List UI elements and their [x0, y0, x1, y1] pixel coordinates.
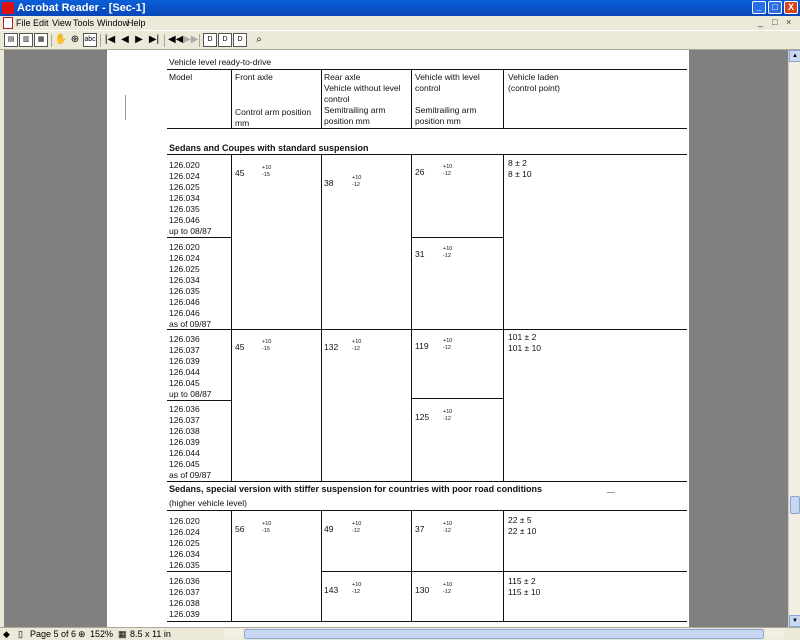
- rule: [167, 329, 687, 330]
- value-cell: 8 ± 2: [508, 158, 527, 168]
- rule: [167, 154, 687, 155]
- model-cell: 126.037: [169, 587, 200, 597]
- tolerance: -12: [443, 253, 451, 259]
- single-page-icon[interactable]: ▥: [19, 33, 33, 47]
- rule: [411, 69, 412, 128]
- rule: [321, 69, 322, 128]
- model-cell: 126.037: [169, 345, 200, 355]
- value-cell: 22 ± 10: [508, 526, 537, 536]
- find-icon[interactable]: ⌕: [256, 34, 262, 45]
- page-indicator[interactable]: Page 5 of 6: [30, 629, 77, 639]
- toolbar-separator: [100, 34, 101, 47]
- model-cell: 126.044: [169, 448, 200, 458]
- zoom-level[interactable]: 152%: [90, 629, 114, 639]
- go-back-icon[interactable]: ◀◀: [168, 34, 184, 45]
- value-cell: 115 ± 10: [508, 587, 541, 597]
- actual-size-icon[interactable]: D: [203, 33, 217, 47]
- rule: [321, 154, 322, 481]
- menu-view[interactable]: View: [52, 18, 72, 28]
- tolerance: +10: [262, 165, 272, 171]
- model-cell: 126.034: [169, 275, 200, 285]
- model-cell: 126.037: [169, 415, 200, 425]
- menu-edit[interactable]: Edit: [33, 18, 49, 28]
- header-rear-axle: Rear axle: [324, 72, 361, 82]
- doc-minimize-button[interactable]: _: [758, 17, 764, 27]
- go-forward-icon[interactable]: ▶▶: [183, 34, 199, 45]
- next-page-icon[interactable]: ▶: [135, 34, 143, 45]
- rule: [167, 510, 687, 511]
- menu-tools[interactable]: Tools: [73, 18, 95, 28]
- rule: [411, 237, 503, 238]
- rule: [167, 621, 687, 622]
- model-cell: 126.039: [169, 356, 200, 366]
- model-cell: 126.025: [169, 264, 200, 274]
- window-title: Acrobat Reader - [Sec-1]: [17, 2, 146, 14]
- toolbar-separator: [199, 34, 200, 47]
- tolerance: -12: [443, 528, 451, 534]
- fit-page-icon[interactable]: D: [218, 33, 232, 47]
- tolerance: +10: [443, 521, 453, 527]
- model-cell: 126.036: [169, 576, 200, 586]
- rule: [503, 154, 504, 481]
- header-rear-axle: Vehicle without level: [324, 83, 401, 93]
- tolerance: +10: [443, 582, 453, 588]
- header-with-level: Vehicle with level: [415, 72, 480, 82]
- value-cell: 130: [415, 585, 430, 595]
- doc-restore-button[interactable]: □: [772, 17, 778, 27]
- rule: [167, 128, 687, 129]
- header-rear-axle: position mm: [324, 116, 370, 126]
- toolbar-separator: [164, 34, 165, 47]
- tolerance: +10: [352, 175, 362, 181]
- tolerance: +10: [262, 339, 272, 345]
- rule: [231, 69, 232, 128]
- rule: [321, 510, 322, 621]
- rule: [503, 510, 504, 621]
- model-cell: 126.020: [169, 516, 200, 526]
- model-cell: 126.046: [169, 215, 200, 225]
- tolerance: +10: [352, 339, 362, 345]
- model-cell: 126.039: [169, 437, 200, 447]
- model-cell: 126.038: [169, 426, 200, 436]
- tolerance: +10: [443, 338, 453, 344]
- close-button[interactable]: X: [784, 1, 798, 14]
- zoom-icon: ⊕: [78, 629, 86, 639]
- hand-tool-icon[interactable]: ✋: [54, 34, 68, 45]
- scroll-down-icon[interactable]: ▼: [789, 615, 800, 627]
- acrobat-app-icon: [2, 2, 14, 14]
- spec-table: [107, 50, 689, 627]
- value-cell: 132: [324, 342, 339, 352]
- model-cell: as of 09/87: [169, 470, 212, 480]
- document-viewer[interactable]: [4, 50, 788, 627]
- model-cell: 126.035: [169, 204, 200, 214]
- value-cell: 119: [415, 341, 429, 351]
- tolerance: -12: [352, 528, 360, 534]
- scroll-up-icon[interactable]: ▲: [789, 50, 800, 62]
- value-cell: 143: [324, 585, 339, 595]
- rule: [167, 481, 687, 482]
- continuous-icon[interactable]: ▦: [34, 33, 48, 47]
- menu-window[interactable]: Window: [97, 18, 130, 28]
- tolerance: +10: [262, 521, 272, 527]
- prev-page-icon[interactable]: ◀: [121, 34, 129, 45]
- margin-mark: [607, 492, 615, 493]
- document-icon: [3, 17, 13, 29]
- model-cell: up to 08/87: [169, 389, 212, 399]
- vertical-scrollbar[interactable]: [788, 50, 800, 627]
- model-cell: 126.044: [169, 367, 200, 377]
- doc-close-button[interactable]: ×: [786, 17, 792, 27]
- section-title: Sedans, special version with stiffer suspension for countries with poor road conditions: [169, 484, 543, 494]
- value-cell: 31: [415, 249, 425, 259]
- model-cell: 126.046: [169, 297, 200, 307]
- header-front-sub: mm: [235, 118, 250, 128]
- tolerance: -15: [262, 346, 270, 352]
- model-cell: 126.024: [169, 171, 200, 181]
- value-cell: 8 ± 10: [508, 169, 532, 179]
- horizontal-scrollbar[interactable]: [224, 629, 784, 639]
- rule: [167, 237, 231, 238]
- model-cell: 126.020: [169, 242, 200, 252]
- fit-width-icon[interactable]: D: [233, 33, 247, 47]
- pdf-page: [107, 50, 689, 627]
- model-cell: 126.024: [169, 527, 200, 537]
- zoom-tool-icon[interactable]: ⊕: [70, 34, 80, 45]
- header-model: Model: [169, 72, 193, 82]
- value-cell: 125: [415, 412, 430, 422]
- tolerance: -12: [443, 345, 451, 351]
- show-navigation-icon[interactable]: ▤: [4, 33, 18, 47]
- rule: [503, 69, 504, 128]
- section-subtitle: (higher vehicle level): [169, 498, 247, 508]
- tolerance: -12: [352, 182, 360, 188]
- toolbar: [0, 30, 800, 50]
- header-with-level: control: [415, 83, 441, 93]
- menu-help[interactable]: Help: [127, 18, 146, 28]
- model-cell: 126.045: [169, 378, 200, 388]
- first-page-icon[interactable]: |◀: [104, 34, 116, 45]
- maximize-button[interactable]: □: [768, 1, 782, 14]
- margin-mark: [125, 95, 126, 120]
- rule: [167, 571, 231, 572]
- header-front-sub: Control arm position: [235, 107, 312, 117]
- rule: [231, 154, 232, 481]
- value-cell: 115 ± 2: [508, 576, 536, 586]
- tolerance: +10: [443, 246, 453, 252]
- rule: [167, 400, 231, 401]
- header-rear-axle: control: [324, 94, 350, 104]
- model-cell: 126.038: [169, 598, 200, 608]
- header-rear-axle: Semitrailing arm: [324, 105, 386, 115]
- minimize-button[interactable]: _: [752, 1, 766, 14]
- header-laden: Vehicle laden: [508, 72, 559, 82]
- section-title: Sedans and Coupes with standard suspension: [169, 143, 369, 153]
- model-cell: 126.025: [169, 182, 200, 192]
- value-cell: 45: [235, 342, 245, 352]
- rule: [411, 510, 412, 621]
- model-cell: 126.025: [169, 538, 200, 548]
- rule: [321, 571, 687, 572]
- text-select-icon[interactable]: abc: [83, 33, 97, 47]
- model-cell: 126.036: [169, 404, 200, 414]
- toolbar-separator: [51, 34, 52, 47]
- model-cell: 126.036: [169, 334, 200, 344]
- scroll-thumb[interactable]: [790, 496, 800, 514]
- tolerance: +10: [352, 521, 362, 527]
- menu-bar: [0, 16, 800, 30]
- model-cell: 126.035: [169, 560, 200, 570]
- status-bar: [0, 627, 800, 640]
- last-page-icon[interactable]: ▶|: [148, 34, 160, 45]
- model-cell: up to 08/87: [169, 226, 212, 236]
- model-cell: 126.045: [169, 459, 200, 469]
- menu-file[interactable]: File: [16, 18, 31, 28]
- tolerance: +10: [443, 409, 453, 415]
- header-with-level: position mm: [415, 116, 461, 126]
- model-cell: 126.024: [169, 253, 200, 263]
- table-heading: Vehicle level ready-to-drive: [169, 57, 272, 67]
- horizontal-scroll-thumb[interactable]: [244, 629, 764, 639]
- value-cell: 49: [324, 524, 334, 534]
- header-front-axle: Front axle: [235, 72, 273, 82]
- rule: [167, 69, 687, 70]
- value-cell: 101 ± 10: [508, 343, 542, 353]
- tolerance: -15: [262, 172, 270, 178]
- value-cell: 22 ± 5: [508, 515, 532, 525]
- page-icon: ▯: [18, 629, 23, 639]
- value-cell: 37: [415, 524, 425, 534]
- page-size-icon: ▦: [118, 629, 127, 639]
- nav-toggle-icon[interactable]: ◆: [3, 629, 10, 639]
- model-cell: 126.046: [169, 308, 200, 318]
- value-cell: 38: [324, 178, 334, 188]
- model-cell: as of 09/87: [169, 319, 212, 329]
- header-with-level: Semitrailing arm: [415, 105, 477, 115]
- page-size: 8.5 x 11 in: [130, 629, 171, 639]
- header-laden: (control point): [508, 83, 560, 93]
- tolerance: -12: [443, 416, 451, 422]
- tolerance: +10: [443, 164, 453, 170]
- tolerance: -12: [352, 589, 360, 595]
- rule: [231, 510, 232, 621]
- tolerance: -15: [262, 528, 270, 534]
- tolerance: +10: [352, 582, 362, 588]
- value-cell: 56: [235, 524, 245, 534]
- rule: [411, 398, 503, 399]
- title-bar: [0, 0, 800, 16]
- model-cell: 126.034: [169, 549, 200, 559]
- model-cell: 126.020: [169, 160, 200, 170]
- value-cell: 45: [235, 168, 245, 178]
- value-cell: 26: [415, 167, 425, 177]
- value-cell: 101 ± 2: [508, 332, 537, 342]
- tolerance: -12: [352, 346, 360, 352]
- model-cell: 126.034: [169, 193, 200, 203]
- model-cell: 126.035: [169, 286, 200, 296]
- model-cell: 126.039: [169, 609, 200, 619]
- rule: [411, 154, 412, 481]
- tolerance: -12: [443, 589, 451, 595]
- tolerance: -12: [443, 171, 451, 177]
